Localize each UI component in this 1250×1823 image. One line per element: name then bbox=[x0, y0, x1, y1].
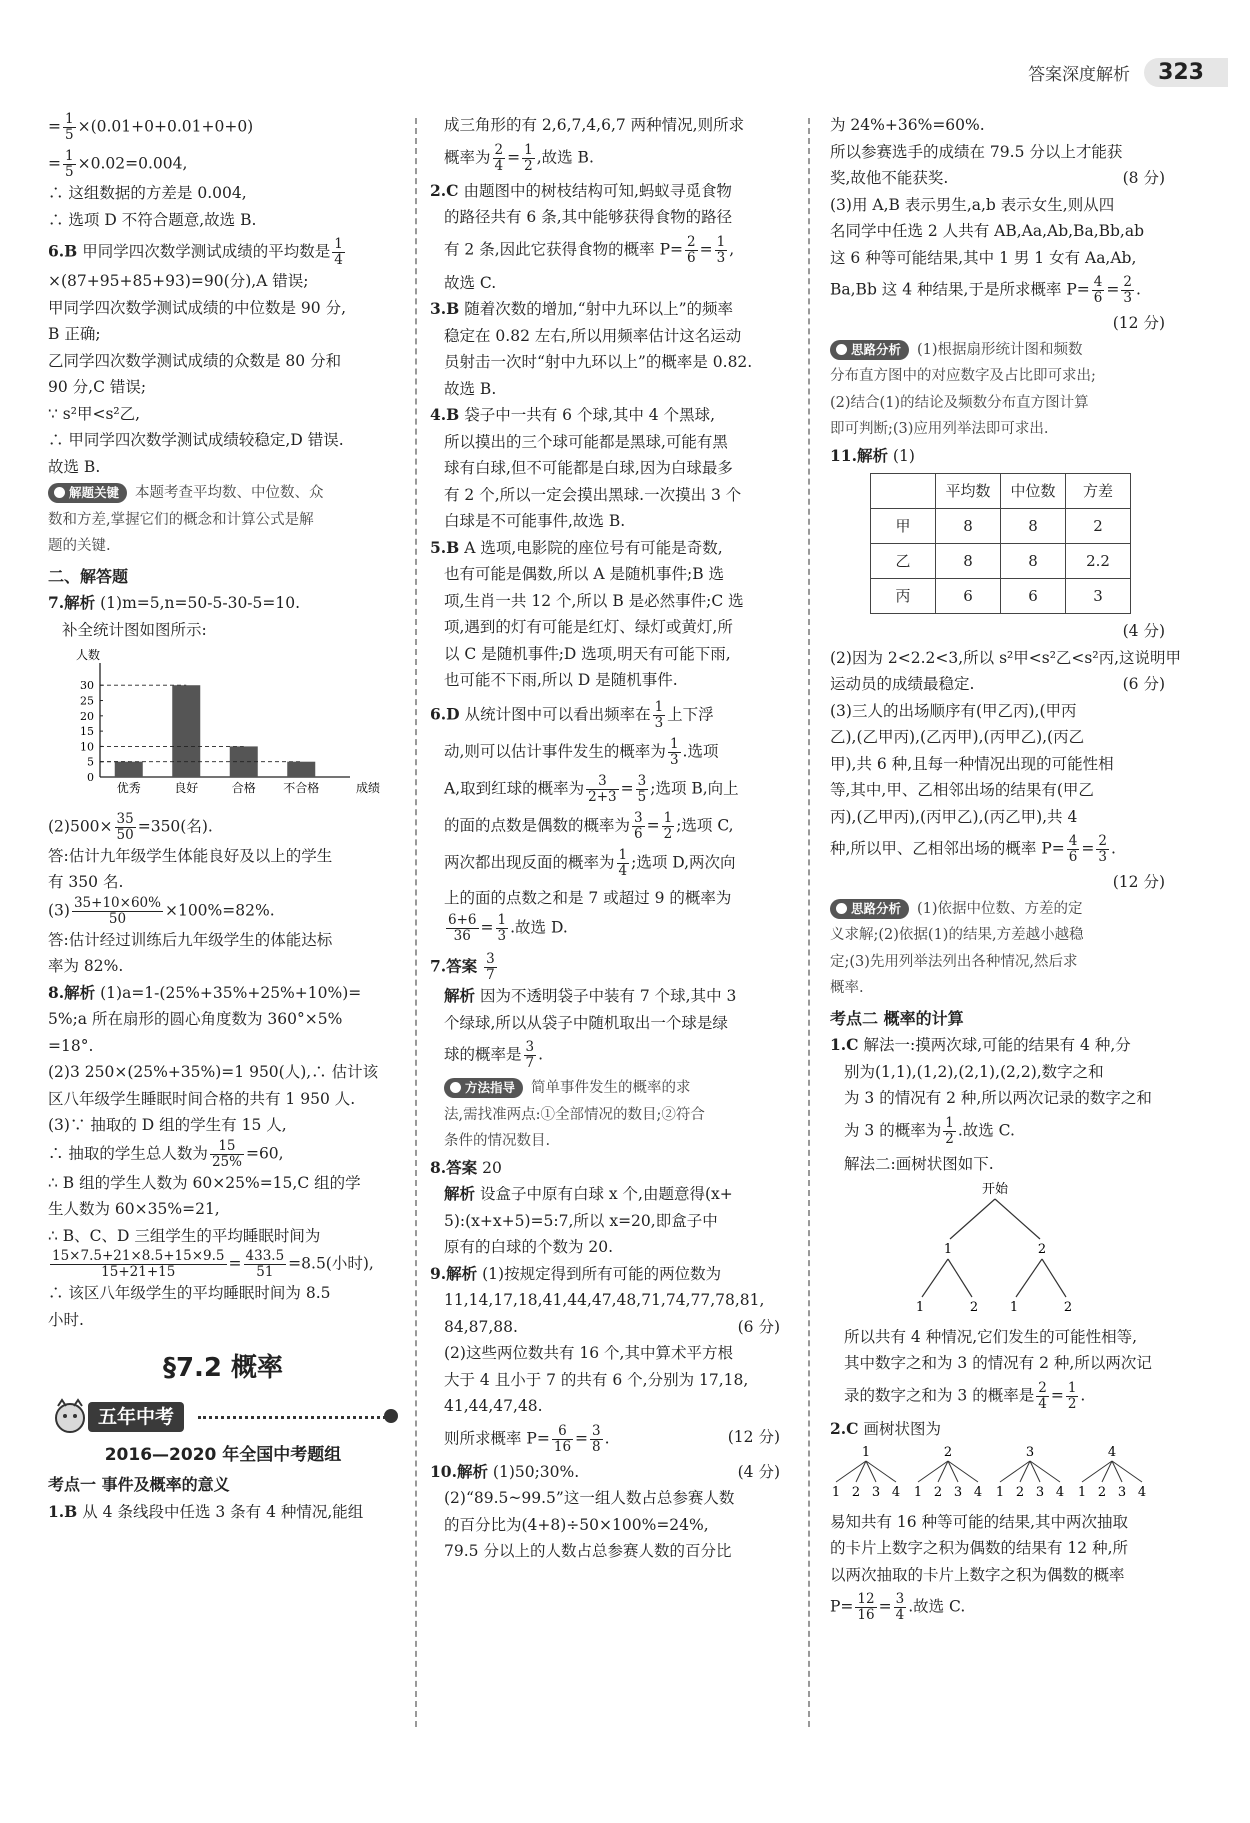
score: (6 分) bbox=[1122, 675, 1165, 693]
text-line: 种,所以甲、乙相邻出场的概率 P= $\frac{4}{6}$ = $\frac{2}{3}$ . bbox=[830, 833, 1116, 865]
fraction: $\frac{2}{6}$ bbox=[687, 233, 696, 266]
tree-leaf: 1 bbox=[831, 1485, 841, 1500]
text-line: 为 3 的概率为 $\frac{1}{2}$ .故选 C. bbox=[844, 1114, 1015, 1147]
text-line: (2)3 250×(25%+35%)=1 950(人),∴ 估计该 bbox=[48, 1063, 379, 1081]
text-line: 稳定在 0.82 左右,所以用频率估计这名运动 bbox=[444, 326, 742, 345]
tree-leaf: 2 bbox=[1097, 1485, 1107, 1500]
column-3 bbox=[830, 112, 1181, 1773]
question-2: 2.C 由题图中的树枝结构可知,蚂蚁寻觅食物 bbox=[430, 180, 732, 200]
text-line: 别为(1,1),(1,2),(2,1),(2,2),数字之和 bbox=[844, 1062, 1104, 1081]
score: (4 分) bbox=[1122, 622, 1165, 640]
fraction: $\frac{6+6}{36}$ bbox=[448, 912, 477, 944]
text-line: (3)三人的出场顺序有(甲乙丙),(甲丙 bbox=[830, 701, 1077, 720]
text-line: 甲),共 6 种,且每一种情况出现的可能性相 bbox=[830, 754, 1114, 773]
fraction: $\frac{1}{5}$ bbox=[65, 111, 74, 143]
section-heading: 考点二 概率的计算 bbox=[830, 1008, 964, 1028]
text-line: 率为 82%. bbox=[48, 957, 124, 975]
text-line: = $\frac{1}{5}$ ×0.02=0.004, bbox=[48, 148, 188, 180]
fraction: $\frac{1}{2}$ bbox=[524, 141, 533, 174]
table-cell: 方差 bbox=[1066, 474, 1131, 509]
table-cell: 2.2 bbox=[1066, 544, 1131, 579]
tree-leaf: 3 bbox=[871, 1485, 881, 1500]
x-tick-label: 优秀 bbox=[116, 781, 141, 795]
text-line: 答:估计九年级学生体能良好及以上的学生 bbox=[48, 846, 333, 865]
score: (12 分) bbox=[1112, 314, 1165, 332]
fraction: $\frac{15\times 7.5+21\times 8.5+15\times 9.5}{15+21+15}$ bbox=[52, 1248, 225, 1280]
text-line: 条件的情况数目. bbox=[444, 1133, 551, 1149]
text-line: 答:估计经过训练后九年级学生的体能达标 bbox=[48, 930, 333, 949]
key-tag: 解题关键 bbox=[48, 483, 127, 503]
tree-leaf: 2 bbox=[969, 1300, 979, 1315]
text-line: 项,生肖一共 12 个,所以 B 是必然事件;C 选 bbox=[444, 591, 744, 610]
y-tick-label: 25 bbox=[80, 694, 94, 708]
tree-leaf: 1 bbox=[1077, 1485, 1087, 1500]
tree-edge bbox=[1042, 1259, 1066, 1297]
fraction: $\frac{4}{6}$ bbox=[1093, 274, 1103, 306]
table-cell: 丙 bbox=[871, 579, 936, 614]
question-9: 9.解析 (1)按规定得到所有可能的两位数为 bbox=[430, 1263, 722, 1283]
fraction: $\frac{35}{50}$ bbox=[116, 810, 134, 843]
section-heading: 考点一 事件及概率的意义 bbox=[48, 1475, 230, 1494]
problem-1: 1.C 解法一:摸两次球,可能的结果有 4 种,分 bbox=[830, 1035, 1131, 1054]
think-tag: 思路分析 bbox=[830, 899, 909, 919]
text-line: 所以参赛选手的成绩在 79.5 分以上才能获 bbox=[830, 142, 1123, 161]
text-line: ∴ 该区八年级学生的平均睡眠时间为 8.5 bbox=[48, 1284, 331, 1302]
text-line: ∴ 甲同学四次数学测试成绩较稳定,D 错误. bbox=[48, 431, 344, 449]
text-line: 79.5 分以上的人数占总参赛人数的百分比 bbox=[444, 1542, 732, 1560]
tree-edge bbox=[1016, 1259, 1042, 1297]
text-line: 为 24%+36%=60%. bbox=[830, 116, 985, 134]
fraction: $\frac{3}{5}$ bbox=[637, 772, 647, 805]
problem-2: 2.C 画树状图为 bbox=[830, 1418, 941, 1438]
text-line: 白球是不可能事件,故选 B. bbox=[444, 512, 626, 530]
question-3: 3.B 随着次数的增加,“射中九环以上”的频率 bbox=[430, 299, 734, 318]
tree-root: 3 bbox=[1025, 1445, 1035, 1460]
text-line: 补全统计图如图所示: bbox=[62, 620, 207, 639]
text-line: 区八年级学生睡眠时间合格的共有 1 950 人. bbox=[48, 1089, 356, 1108]
score: (12 分) bbox=[1112, 873, 1165, 891]
text-line: 易知共有 16 种等可能的结果,其中两次抽取 bbox=[830, 1512, 1129, 1531]
text-line: 解析 因为不透明袋子中装有 7 个球,其中 3 bbox=[444, 986, 737, 1005]
page-header bbox=[1028, 52, 1228, 92]
column-2 bbox=[430, 112, 780, 1773]
text-line: 则所求概率 P= $\frac{6}{16}$ = $\frac{3}{8}$ . (12 分) bbox=[444, 1422, 780, 1455]
tree-node: 2 bbox=[1037, 1242, 1047, 1257]
text-line: Ba,Bb 这 4 种结果,于是所求概率 P= $\frac{4}{6}$ = $\frac{2}{3}$ . bbox=[830, 274, 1141, 306]
fraction: $\frac{2}{4}$ bbox=[1038, 1379, 1047, 1412]
score: (4 分) bbox=[737, 1462, 780, 1481]
text-line: 定;(3)先用列举法列出各种情况,然后求 bbox=[830, 953, 1078, 970]
text-line: 丙),(乙甲丙),(丙甲乙),(丙乙甲),共 4 bbox=[830, 807, 1078, 826]
text-line: 甲同学四次数学测试成绩的中位数是 90 分, bbox=[48, 298, 347, 317]
question-7: 7.答案 $\frac{3}{7}$ bbox=[430, 951, 495, 983]
text-line: 有 350 名. bbox=[48, 873, 124, 891]
tree-diagram-2 bbox=[830, 1442, 1160, 1500]
text-line: B 正确; bbox=[48, 325, 101, 343]
table-row bbox=[871, 544, 1131, 579]
tree-root: 1 bbox=[861, 1445, 871, 1460]
stats-table bbox=[870, 473, 1131, 614]
banner-end-dot bbox=[384, 1409, 398, 1423]
bulb-icon bbox=[450, 1082, 461, 1093]
text-line: 概率. bbox=[830, 980, 864, 996]
tree-leaf: 2 bbox=[851, 1485, 861, 1500]
text-line: 球有白球,但不可能都是白球,因为白球最多 bbox=[444, 459, 733, 477]
bar-良好 bbox=[172, 685, 200, 777]
table-cell: 8 bbox=[936, 544, 1001, 579]
bulb-icon bbox=[54, 487, 65, 498]
fraction: $\frac{3}{2+3}$ bbox=[588, 772, 617, 805]
y-tick-label: 0 bbox=[87, 771, 94, 784]
text-line: 分布直方图中的对应数字及占比即可求出; bbox=[830, 368, 1096, 384]
text-line: 两次都出现反面的概率为 $\frac{1}{4}$ ;选项 D,两次向 bbox=[444, 846, 736, 879]
bar-chart bbox=[48, 648, 381, 799]
text-line: 也可能不下雨,所以 D 是随机事件. bbox=[444, 671, 678, 689]
table-cell: 甲 bbox=[871, 509, 936, 544]
fraction: $\frac{3}{6}$ bbox=[634, 809, 643, 842]
score: (6 分) bbox=[737, 1317, 780, 1336]
text-line: 乙),(乙甲丙),(乙丙甲),(丙甲乙),(丙乙 bbox=[830, 728, 1085, 746]
text-line: 41,44,47,48. bbox=[444, 1397, 543, 1415]
text-line: P= $\frac{12}{16}$ = $\frac{3}{4}$ .故选 C. bbox=[830, 1591, 966, 1623]
text-line: 5):(x+x+5)=5:7,所以 x=20,即盒子中 bbox=[444, 1211, 718, 1230]
text-line: 故选 B. bbox=[444, 379, 497, 398]
fraction: $\frac{2}{4}$ bbox=[494, 141, 504, 174]
tree-edge bbox=[950, 1199, 995, 1239]
fraction: $\frac{15}{25\%}$ bbox=[211, 1137, 242, 1170]
text-line: (2)结合(1)的结论及频数分布直方图计算 bbox=[830, 394, 1089, 411]
tree-leaf: 3 bbox=[1117, 1485, 1127, 1500]
text-line: 动,则可以估计事件发生的概率为 $\frac{1}{3}$ .选项 bbox=[444, 735, 719, 768]
text-line: 也有可能是偶数,所以 A 是随机事件;B 选 bbox=[444, 565, 725, 583]
fraction: $\frac{1}{2}$ bbox=[663, 809, 673, 842]
tree-diagram-1 bbox=[830, 1177, 1160, 1315]
question-8: 8.答案 20 bbox=[430, 1157, 502, 1177]
fraction: $\frac{1}{5}$ bbox=[65, 148, 74, 180]
fraction: $\frac{3}{7}$ bbox=[486, 951, 495, 983]
text-line: 所以共有 4 种情况,它们发生的可能性相等, bbox=[844, 1327, 1138, 1346]
y-axis-label: 人数 bbox=[75, 648, 101, 662]
y-tick-label: 20 bbox=[80, 709, 94, 723]
tree-root: 4 bbox=[1107, 1445, 1117, 1460]
text-line: 原有的白球的个数为 20. bbox=[444, 1238, 614, 1256]
text-line: 大于 4 且小于 7 的共有 6 个,分别为 17,18, bbox=[444, 1370, 749, 1389]
question-6: 6.B 甲同学四次数学测试成绩的平均数是 $\frac{1}{4}$ bbox=[48, 236, 343, 268]
method-tag: 方法指导 bbox=[444, 1078, 523, 1098]
y-tick-label: 10 bbox=[80, 740, 94, 754]
tree-leaf: 2 bbox=[933, 1485, 943, 1500]
text-line: ×(87+95+85+93)=90(分),A 错误; bbox=[48, 272, 309, 290]
text-line: 个绿球,所以从袋子中随机取出一个球是绿 bbox=[444, 1013, 728, 1032]
table-row bbox=[871, 579, 1131, 614]
text-line: (3) $\frac{35+10\times 60\%}{50}$ ×100%=82%. bbox=[48, 894, 275, 927]
table-cell: 中位数 bbox=[1001, 474, 1066, 509]
text-line: (2)这些两位数共有 16 个,其中算术平方根 bbox=[444, 1344, 733, 1362]
text-line: 11,14,17,18,41,44,47,48,71,74,77,78,81, bbox=[444, 1291, 765, 1309]
y-tick-label: 15 bbox=[80, 725, 94, 739]
fraction: $\frac{4}{6}$ bbox=[1068, 833, 1078, 865]
section-heading: 二、解答题 bbox=[48, 566, 129, 586]
text-line: 以 C 是随机事件;D 选项,明天有可能下雨, bbox=[444, 644, 731, 663]
text-line: ∴ 抽取的学生总人数为 $\frac{15}{25\%}$ =60, bbox=[48, 1137, 284, 1170]
text-line: 有 2 条,因此它获得食物的概率 P= $\frac{2}{6}$ = $\frac{1}{3}$ , bbox=[444, 233, 735, 266]
question-10: 10.解析 (1)50;30%. (4 分) bbox=[430, 1459, 780, 1486]
table-cell: 8 bbox=[1001, 509, 1066, 544]
column-divider-1 bbox=[415, 118, 417, 1727]
text-line: (2)因为 2<2.2<3,所以 s²甲<s²乙<s²丙,这说明甲 bbox=[830, 648, 1181, 667]
text-line: ∴ 选项 D 不符合题意,故选 B. bbox=[48, 210, 257, 229]
tree-edge bbox=[948, 1259, 972, 1297]
fraction: $\frac{2}{3}$ bbox=[1098, 833, 1107, 865]
tree-node: 1 bbox=[943, 1242, 953, 1257]
subtitle: 2016—2020 年全国中考题组 bbox=[104, 1444, 342, 1465]
tree-leaf: 1 bbox=[995, 1485, 1005, 1500]
page-number: 323 bbox=[1144, 58, 1228, 87]
fraction: $\frac{6}{16}$ bbox=[553, 1422, 572, 1455]
text-line: 以两次抽取的卡片上数字之积为偶数的概率 bbox=[830, 1565, 1125, 1584]
text-line: 其中数字之和为 3 的情况有 2 种,所以两次记 bbox=[844, 1354, 1152, 1372]
question-6: 6.D 从统计图中可以看出频率在 $\frac{1}{3}$ 上下浮 bbox=[430, 698, 714, 731]
question-8: 8.解析 (1)a=1-(25%+35%+25%+10%)= bbox=[48, 982, 362, 1002]
score: (8 分) bbox=[1122, 169, 1165, 187]
tree-edge bbox=[922, 1259, 948, 1297]
fraction: $\frac{1}{2}$ bbox=[945, 1114, 954, 1147]
text-line: 的面的点数是偶数的概率为 $\frac{3}{6}$ = $\frac{1}{2}$ ;选项 C, bbox=[444, 809, 734, 842]
tree-edge bbox=[995, 1199, 1040, 1239]
text-line: 90 分,C 错误; bbox=[48, 378, 147, 396]
y-tick-label: 5 bbox=[87, 755, 94, 769]
table-row bbox=[871, 509, 1131, 544]
tree-root: 2 bbox=[943, 1445, 953, 1460]
text-line: $\frac{15\times 7.5+21\times 8.5+15\times 9.5}{15+21+15}$ = $\frac{433.5}{51}$ =8.5(小时), bbox=[52, 1248, 374, 1280]
text-line: 所以摸出的三个球可能都是黑球,可能有黑 bbox=[444, 432, 728, 451]
question-5: 5.B A 选项,电影院的座位号有可能是奇数, bbox=[430, 537, 723, 557]
bar-优秀 bbox=[115, 762, 143, 777]
tree-leaf: 4 bbox=[891, 1485, 901, 1500]
table-cell: 8 bbox=[1001, 544, 1066, 579]
think-tag: 思路分析 bbox=[830, 340, 909, 360]
text-line: ∴ B、C、D 三组学生的平均睡眠时间为 bbox=[48, 1226, 321, 1245]
table-cell: 8 bbox=[936, 509, 1001, 544]
text-line: (3)∵ 抽取的 D 组的学生有 15 人, bbox=[48, 1116, 287, 1134]
fraction: $\frac{1}{3}$ bbox=[669, 735, 679, 768]
text-line: ∵ s²甲<s²乙, bbox=[48, 404, 141, 423]
question-1: 1.B 从 4 条线段中任选 3 条有 4 种情况,能组 bbox=[48, 1501, 364, 1521]
question-4: 4.B 袋子中一共有 6 个球,其中 4 个黑球, bbox=[430, 405, 716, 424]
table-cell bbox=[871, 474, 936, 509]
text-line: 上的面的点数之和是 7 或超过 9 的概率为 bbox=[444, 888, 732, 907]
column-1 bbox=[48, 112, 398, 1773]
key-note: 解题关键 本题考查平均数、中位数、众 bbox=[48, 480, 398, 507]
tree-leaf: 2 bbox=[1015, 1485, 1025, 1500]
question-7: 7.解析 (1)m=5,n=50-5-30-5=10. bbox=[48, 593, 301, 612]
text-line: ∴ B 组的学生人数为 60×25%=15,C 组的学 bbox=[48, 1173, 361, 1192]
text-line: ∴ 这组数据的方差是 0.004, bbox=[48, 184, 247, 202]
text-line: 84,87,88. (6 分) bbox=[430, 1314, 780, 1341]
fraction: $\frac{1}{3}$ bbox=[497, 912, 507, 944]
column-divider-2 bbox=[808, 118, 810, 1727]
chapter-title: §7.2 概率 bbox=[162, 1353, 284, 1383]
text-line: 义求解;(2)依据(1)的结果,方差越小越稳 bbox=[830, 927, 1084, 943]
text-line: (2)500× $\frac{35}{50}$ =350(名). bbox=[48, 810, 213, 843]
text-line: A,取到红球的概率为 $\frac{3}{2+3}$ = $\frac{3}{5}$ ;选项 B,向上 bbox=[444, 772, 739, 805]
text-line: 故选 C. bbox=[444, 273, 497, 292]
text-line: 为 3 的情况有 2 种,所以两次记录的数字之和 bbox=[844, 1089, 1152, 1107]
text-line: 数和方差,掌握它们的概念和计算公式是解 bbox=[48, 511, 314, 528]
method-note: 方法指导 简单事件发生的概率的求 bbox=[430, 1075, 780, 1102]
tree-root: 开始 bbox=[981, 1182, 1009, 1197]
fraction: $\frac{3}{4}$ bbox=[895, 1591, 905, 1623]
text-line: 录的数字之和为 3 的概率是 $\frac{2}{4}$ = $\frac{1}{2}$ . bbox=[844, 1379, 1086, 1412]
text-line: 成三角形的有 2,6,7,4,6,7 两种情况,则所求 bbox=[444, 116, 745, 134]
fraction: $\frac{12}{16}$ bbox=[857, 1591, 875, 1623]
table-cell: 3 bbox=[1066, 579, 1131, 614]
text-line: 运动员的成绩最稳定. (6 分) bbox=[830, 671, 1165, 698]
bulb-icon bbox=[836, 903, 847, 914]
tree-leaf: 1 bbox=[1009, 1300, 1019, 1315]
tree-leaf: 2 bbox=[1063, 1300, 1073, 1315]
x-tick-label: 良好 bbox=[174, 781, 199, 795]
banner-label: 五年中考 bbox=[88, 1402, 184, 1433]
text-line: 小时. bbox=[48, 1310, 84, 1329]
fraction: $\frac{433.5}{51}$ bbox=[245, 1248, 285, 1280]
text-line: 乙同学四次数学测试成绩的众数是 80 分和 bbox=[48, 351, 342, 370]
five-year-banner bbox=[48, 1398, 398, 1436]
text-line: 的百分比为(4+8)÷50×100%=24%, bbox=[444, 1515, 709, 1534]
tree-leaf: 1 bbox=[913, 1485, 923, 1500]
text-line: 概率为 $\frac{2}{4}$ = $\frac{1}{2}$ ,故选 B. bbox=[444, 141, 594, 174]
tree-leaf: 3 bbox=[953, 1485, 963, 1500]
tree-leaf: 4 bbox=[1137, 1485, 1147, 1500]
text-line: 等,其中,甲、乙相邻出场的结果有(甲乙 bbox=[830, 781, 1094, 799]
text-line: $\frac{6+6}{36}$ = $\frac{1}{3}$ .故选 D. bbox=[448, 912, 568, 944]
text-line: 题的关键. bbox=[48, 538, 111, 554]
text-line: 5%;a 所在扇形的圆心角度数为 360°×5% bbox=[48, 1010, 343, 1028]
table-cell: 乙 bbox=[871, 544, 936, 579]
text-line: 项,遇到的灯有可能是红灯、绿灯或黄灯,所 bbox=[444, 618, 733, 636]
text-line: 即可判断;(3)应用列举法即可求出. bbox=[830, 421, 1049, 437]
tree-leaf: 1 bbox=[915, 1300, 925, 1315]
text-line: 法,需找准两点:①全部情况的数目;②符合 bbox=[444, 1106, 705, 1123]
score: (12 分) bbox=[727, 1427, 780, 1446]
text-line: 奖,故他不能获奖. (8 分) bbox=[830, 165, 1165, 192]
table-cell: 平均数 bbox=[936, 474, 1001, 509]
fraction: $\frac{1}{3}$ bbox=[716, 233, 726, 266]
text-line: 的路径共有 6 条,其中能够获得食物的路径 bbox=[444, 208, 733, 226]
fraction: $\frac{2}{3}$ bbox=[1123, 274, 1132, 306]
text-line: (3)用 A,B 表示男生,a,b 表示女生,则从四 bbox=[830, 195, 1115, 214]
table-cell: 6 bbox=[936, 579, 1001, 614]
text-line: 名同学中任选 2 人共有 AB,Aa,Ab,Ba,Bb,ab bbox=[830, 222, 1145, 240]
text-line: =18°. bbox=[48, 1036, 94, 1055]
fraction: $\frac{1}{2}$ bbox=[1067, 1379, 1077, 1412]
text-line: (2)“89.5~99.5”这一组人数占总参赛人数 bbox=[444, 1489, 735, 1507]
text-line: 这 6 种等可能结果,其中 1 男 1 女有 Aa,Ab, bbox=[830, 248, 1137, 267]
text-line: 解析 设盒子中原有白球 x 个,由题意得(x+ bbox=[444, 1184, 733, 1203]
fraction: $\frac{1}{4}$ bbox=[334, 236, 343, 268]
bar-不合格 bbox=[287, 762, 315, 777]
text-line: 有 2 个,所以一定会摸出黑球.一次摸出 3 个 bbox=[444, 485, 742, 504]
x-axis-label: 成绩 bbox=[355, 781, 381, 795]
text-line: 的卡片上数字之积为偶数的结果有 12 种,所 bbox=[830, 1539, 1129, 1557]
banner-dots bbox=[198, 1416, 386, 1419]
tree-leaf: 3 bbox=[1035, 1485, 1045, 1500]
text-line: 故选 B. bbox=[48, 457, 101, 476]
fraction: $\frac{3}{7}$ bbox=[525, 1039, 535, 1071]
y-tick-label: 30 bbox=[80, 679, 94, 693]
text-line: 球的概率是 $\frac{3}{7}$ . bbox=[444, 1039, 544, 1071]
fraction: $\frac{1}{4}$ bbox=[618, 846, 628, 879]
section-title: 答案深度解析 bbox=[1028, 64, 1131, 85]
table-cell: 6 bbox=[1001, 579, 1066, 614]
text-line: 员射击一次时“射中九环以上”的概率是 0.82. bbox=[444, 353, 753, 371]
question-11: 11.解析 (1) bbox=[830, 445, 915, 465]
tree-leaf: 4 bbox=[1055, 1485, 1065, 1500]
x-tick-label: 合格 bbox=[231, 781, 256, 795]
think-note: 思路分析 (1)根据扇形统计图和频数 bbox=[830, 337, 1165, 364]
text-line: 生人数为 60×35%=21, bbox=[48, 1200, 220, 1218]
text-line: = $\frac{1}{5}$ ×(0.01+0+0.01+0+0) bbox=[48, 111, 254, 143]
fraction: $\frac{3}{8}$ bbox=[592, 1422, 601, 1455]
table-header-row bbox=[871, 474, 1131, 509]
x-tick-label: 不合格 bbox=[283, 781, 320, 795]
text-line: 解法二:画树状图如下. bbox=[844, 1154, 994, 1173]
table-cell: 2 bbox=[1066, 509, 1131, 544]
think-note-2: 思路分析 (1)依据中位数、方差的定 bbox=[830, 896, 1165, 923]
fraction: $\frac{1}{3}$ bbox=[654, 698, 664, 731]
tree-leaf: 4 bbox=[973, 1485, 983, 1500]
fraction: $\frac{35+10\times 60\%}{50}$ bbox=[73, 894, 161, 927]
bulb-icon bbox=[836, 344, 847, 355]
